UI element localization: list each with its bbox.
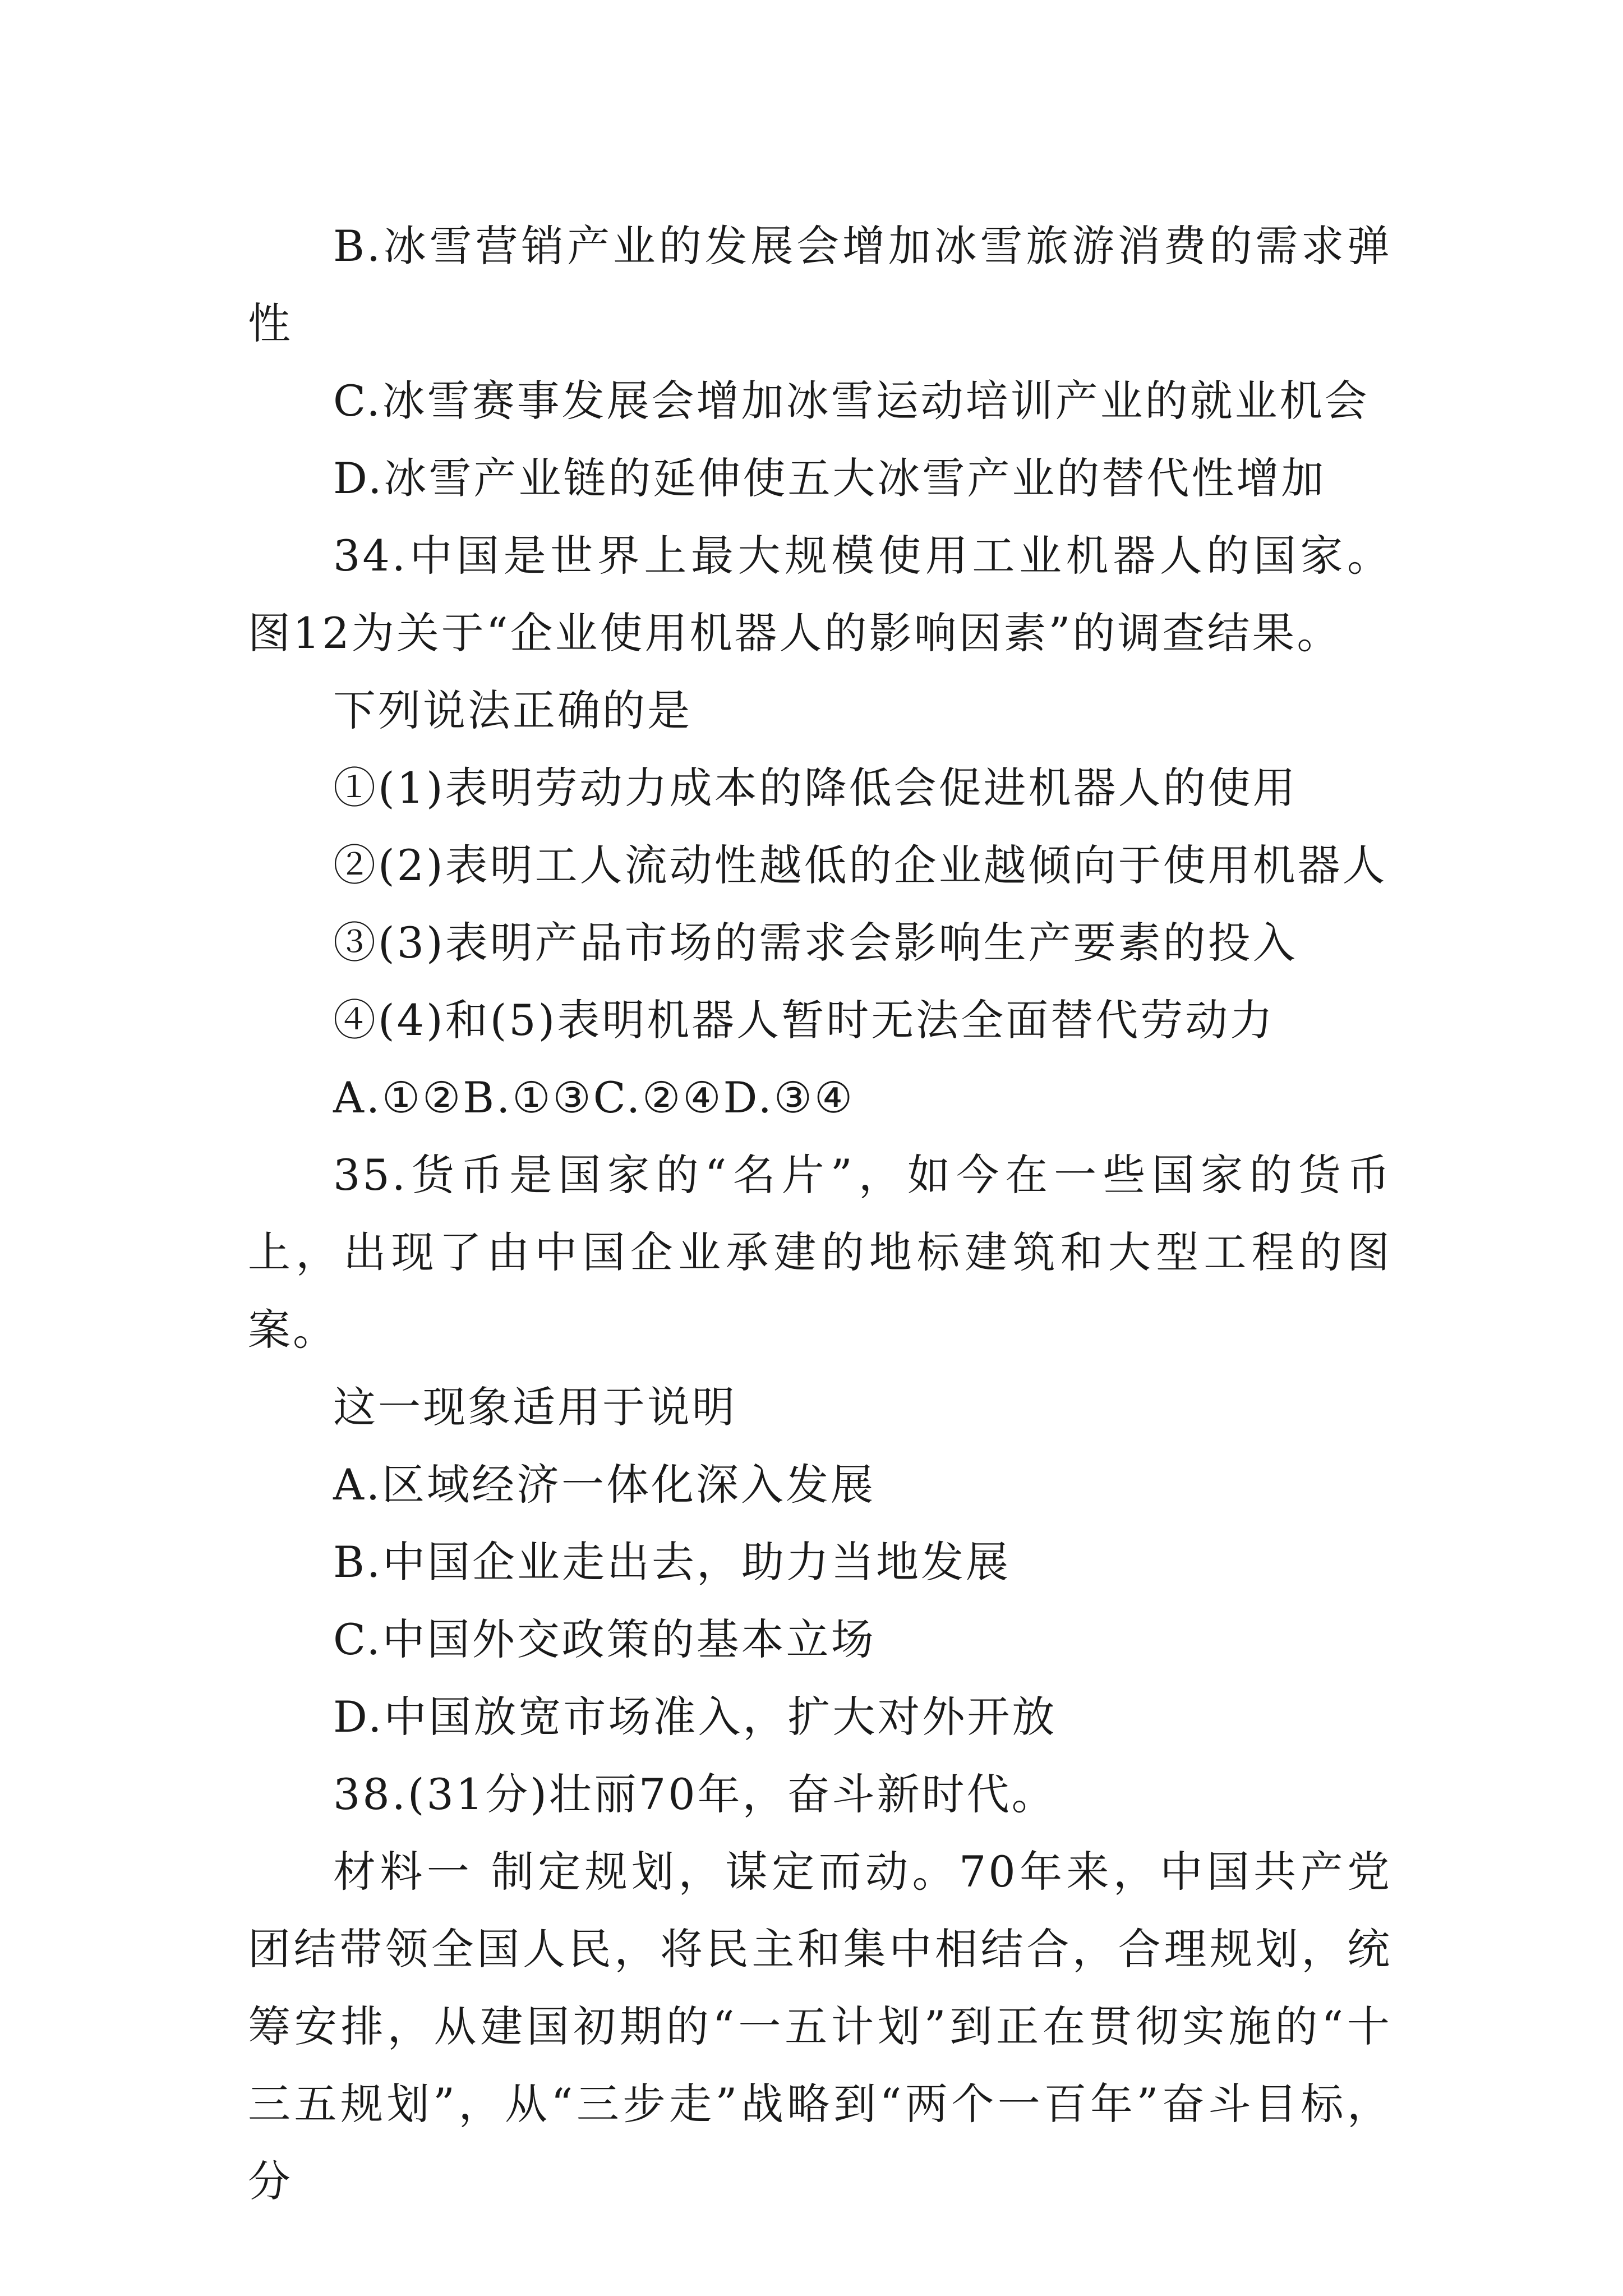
paragraph-q35-prompt: 这一现象适用于说明 — [333, 1382, 737, 1432]
paragraph-option-c-ice-events: C.冰雪赛事发展会增加冰雪运动培训产业的就业机会 — [333, 376, 1370, 426]
document-body — [248, 208, 1392, 2220]
paragraph-option-b-ice-marketing: B.冰雪营销产业的发展会增加冰雪旅游消费的需求弹性 — [248, 221, 1392, 348]
paragraph-question-35: 35.货币是国家的“名片”，如今在一些国家的货币上，出现了由中国企业承建的地标建筑和大型工程的图案。 — [248, 1150, 1392, 1355]
paragraph-q34-options: A.①②B.①③C.②④D.③④ — [333, 1073, 855, 1122]
paragraph-q34-prompt: 下列说法正确的是 — [333, 685, 692, 735]
paragraph-q34-item-3: ③(3)表明产品市场的需求会影响生产要素的投入 — [333, 918, 1298, 968]
paragraph-q34-item-2: ②(2)表明工人流动性越低的企业越倾向于使用机器人 — [333, 840, 1387, 890]
paragraph-option-d-ice-chain: D.冰雪产业链的延伸使五大冰雪产业的替代性增加 — [333, 453, 1326, 503]
paragraph-q35-option-c: C.中国外交政策的基本立场 — [333, 1614, 876, 1664]
paragraph-q35-option-a: A.区域经济一体化深入发展 — [333, 1460, 876, 1510]
paragraph-q34-item-4: ④(4)和(5)表明机器人暂时无法全面替代劳动力 — [333, 995, 1275, 1045]
paragraph-q35-option-b: B.中国企业走出去，助力当地发展 — [333, 1537, 1011, 1587]
paragraph-question-34: 34.中国是世界上最大规模使用工业机器人的国家。图12为关于“企业使用机器人的影响因素”的调查结果。 — [248, 531, 1392, 658]
paragraph-q35-option-d: D.中国放宽市场准入，扩大对外开放 — [333, 1692, 1057, 1742]
paragraph-material-1: 材料一 制定规划，谋定而动。70年来，中国共产党团结带领全国人民，将民主和集中相结合，合理规划，统筹安排，从建国初期的“一五计划”到正在贯彻实施的“十三五规划”，从“三步走”战略到“两个一百年”奋斗目标，分 — [248, 1847, 1392, 2206]
paragraph-q34-item-1: ①(1)表明劳动力成本的降低会促进机器人的使用 — [333, 763, 1298, 813]
paragraph-question-38: 38.(31分)壮丽70年，奋斗新时代。 — [333, 1769, 1057, 1819]
